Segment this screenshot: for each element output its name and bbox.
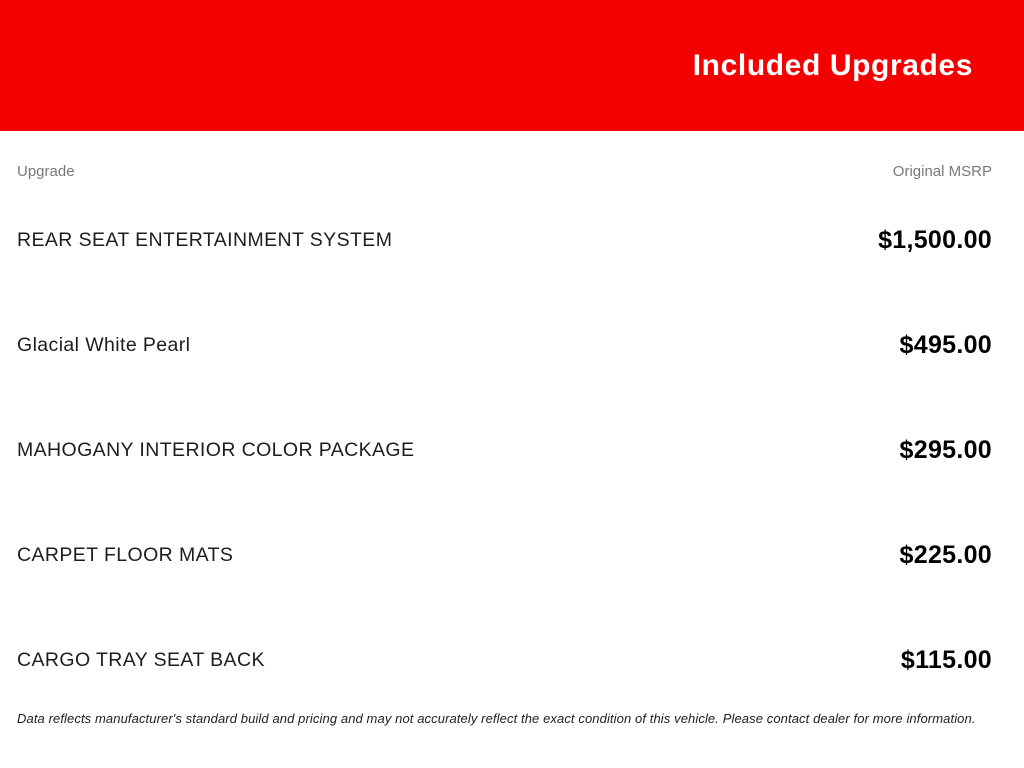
column-header-msrp: Original MSRP	[892, 163, 992, 180]
table-row	[17, 398, 992, 503]
table-row	[17, 293, 992, 398]
upgrade-name: CARPET FLOOR MATS	[17, 544, 234, 566]
header-banner	[0, 0, 1024, 131]
column-header-upgrade: Upgrade	[17, 163, 75, 180]
upgrade-price: $295.00	[899, 436, 992, 464]
table-row	[17, 188, 992, 293]
upgrade-name: MAHOGANY INTERIOR COLOR PACKAGE	[17, 439, 415, 461]
column-header-row	[17, 162, 992, 181]
upgrade-name: CARGO TRAY SEAT BACK	[17, 649, 265, 671]
upgrade-price: $225.00	[899, 541, 992, 569]
table-row	[17, 608, 992, 713]
upgrade-price: $495.00	[899, 331, 992, 359]
page-title: Included Upgrades	[692, 48, 973, 82]
upgrade-name: REAR SEAT ENTERTAINMENT SYSTEM	[17, 229, 393, 251]
upgrade-price: $1,500.00	[878, 226, 992, 254]
upgrade-price: $115.00	[900, 646, 992, 674]
upgrades-content	[0, 162, 1024, 726]
table-row	[17, 503, 992, 608]
disclaimer-text: Data reflects manufacturer's standard build and pricing and may not accurately reflect the exact condition of this vehicle. Please contact dealer for more information.	[17, 711, 976, 726]
upgrades-list	[17, 188, 992, 713]
upgrade-name: Glacial White Pearl	[17, 334, 191, 356]
